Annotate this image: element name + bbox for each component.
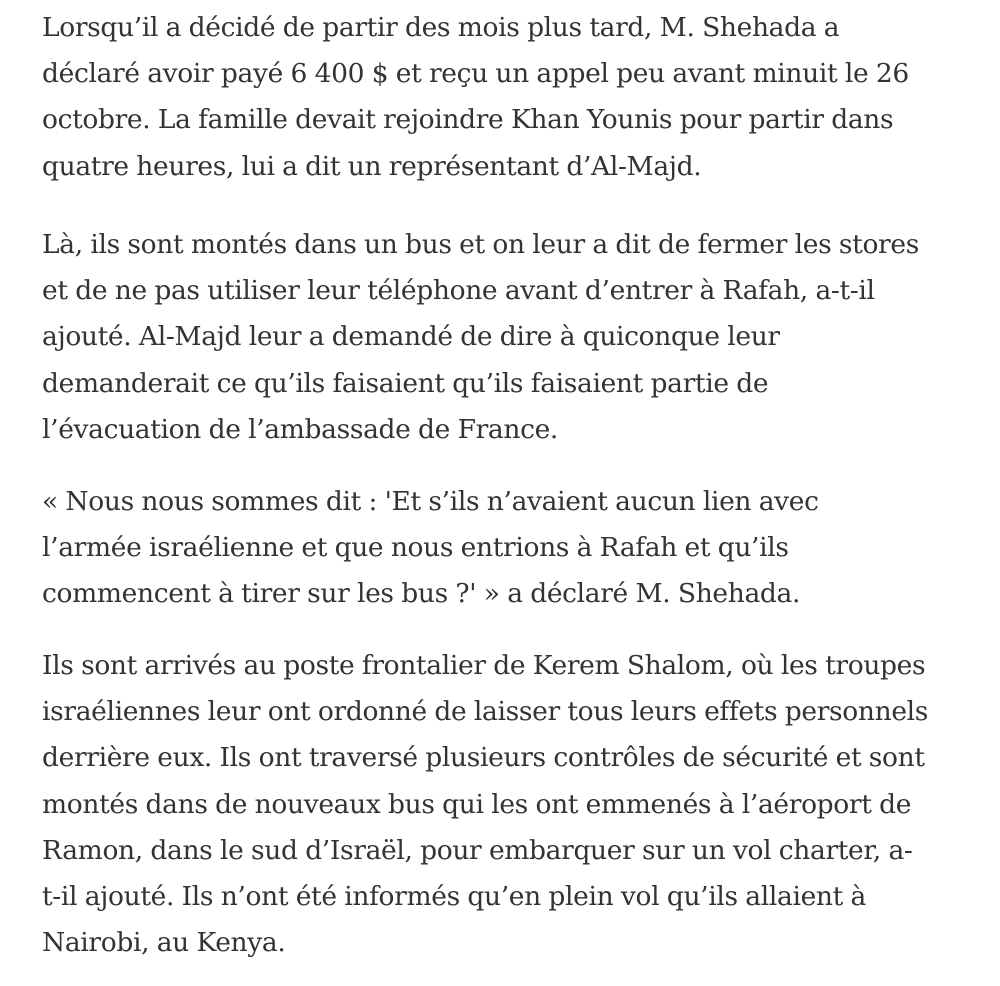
paragraph-border-crossing (42, 643, 928, 966)
text-line: commencent à tirer sur les bus ?' » a déclaré M. Shehada. (42, 578, 801, 610)
text-line: et de ne pas utiliser leur téléphone avant d’entrer à Rafah, a-t-il (42, 275, 875, 307)
text-line: octobre. La famille devait rejoindre Khan Younis pour partir dans (42, 104, 894, 136)
text-line: l’armée israélienne et que nous entrions à Rafah et qu’ils (42, 532, 789, 564)
paragraph-quote (42, 479, 819, 618)
paragraph-departure-call (42, 5, 909, 190)
text-line: t-il ajouté. Ils n’ont été informés qu’en plein vol qu’ils allaient à (42, 880, 866, 912)
text-line: montés dans de nouveaux bus qui les ont emmenés à l’aéroport de (42, 788, 912, 820)
text-line: Ils sont arrivés au poste frontalier de Kerem Shalom, où les troupes (42, 650, 926, 681)
text-line: Nairobi, au Kenya. (42, 927, 286, 959)
text-line: « Nous nous sommes dit : 'Et s’ils n’avaient aucun lien avec (42, 486, 819, 517)
text-line: quatre heures, lui a dit un représentant d’Al-Majd. (42, 150, 702, 182)
paragraph-bus-instructions (42, 222, 919, 453)
text-line: ajouté. Al-Majd leur a demandé de dire à quiconque leur (42, 321, 780, 353)
text-line: Lorsqu’il a décidé de partir des mois plus tard, M. Shehada a (42, 12, 840, 43)
text-line: Là, ils sont montés dans un bus et on leur a dit de fermer les stores (42, 229, 919, 260)
text-line: demanderait ce qu’ils faisaient qu’ils faisaient partie de (42, 367, 769, 399)
text-line: israéliennes leur ont ordonné de laisser tous leurs effets personnels (42, 696, 929, 728)
text-line: Ramon, dans le sud d’Israël, pour embarquer sur un vol charter, a- (42, 834, 913, 866)
text-line: déclaré avoir payé 6 400 $ et reçu un appel peu avant minuit le 26 (42, 58, 909, 90)
text-line: derrière eux. Ils ont traversé plusieurs contrôles de sécurité et sont (42, 742, 925, 774)
text-line: l’évacuation de l’ambassade de France. (42, 413, 558, 445)
